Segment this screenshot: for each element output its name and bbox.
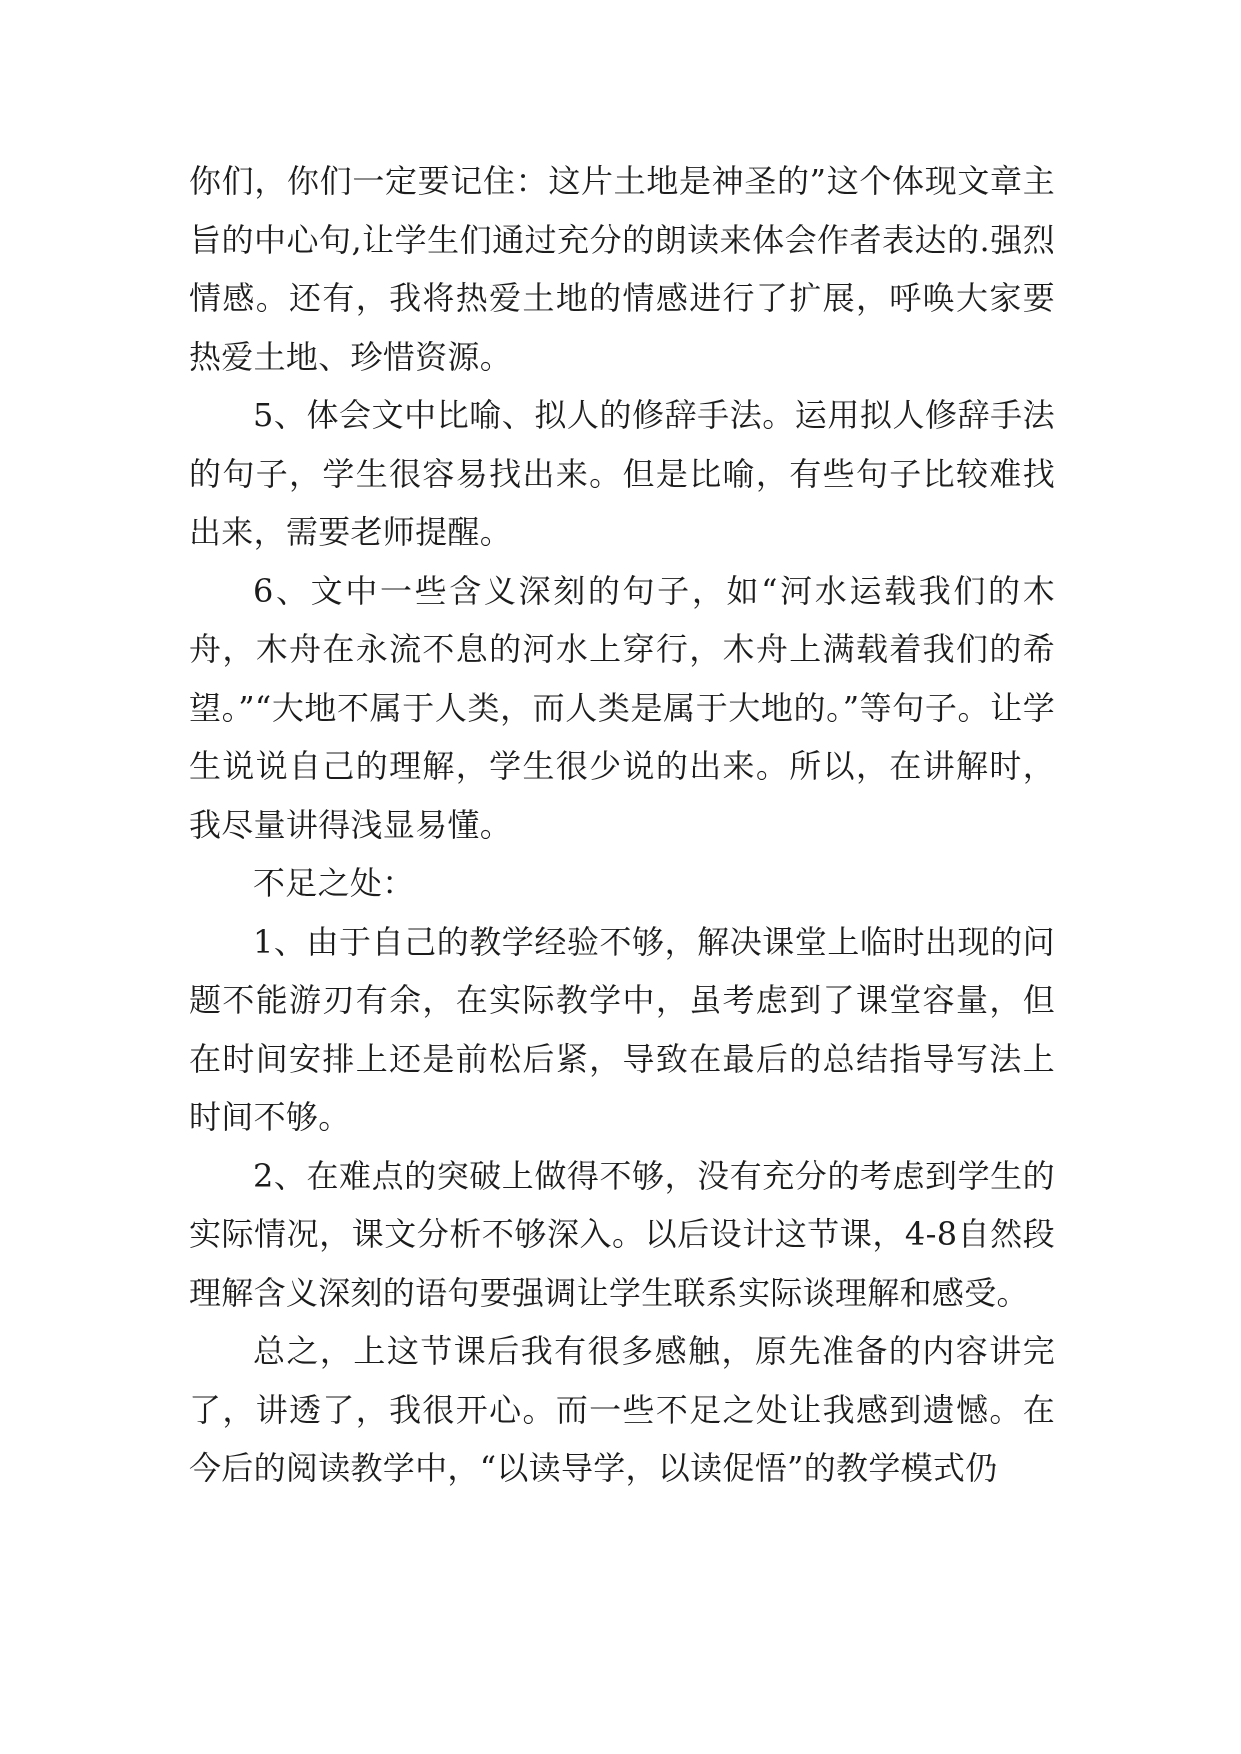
paragraph-continuation: 你们，你们一定要记住：这片土地是神圣的”这个体现文章主旨的中心句,让学生们通过充分的朗读来体会作者表达的.强烈情感。还有，我将热爱土地的情感进行了扩展，呼唤大家要热爱土地、珍惜资源。 bbox=[189, 162, 1055, 376]
paragraph-summary: 总之，上这节课后我有很多感触，原先准备的内容讲完了，讲透了，我很开心。而一些不足之处让我感到遗憾。在今后的阅读教学中，“以读导学，以读促悟”的教学模式仍 bbox=[189, 1332, 1055, 1487]
paragraph-point-5: 5、体会文中比喻、拟人的修辞手法。运用拟人修辞手法的句子，学生很容易找出来。但是比喻，有些句子比较难找出来，需要老师提醒。 bbox=[189, 396, 1055, 551]
paragraph-shortcoming-2: 2、在难点的突破上做得不够，没有充分的考虑到学生的实际情况，课文分析不够深入。以后设计这节课，4-8自然段理解含义深刻的语句要强调让学生联系实际谈理解和感受。 bbox=[189, 1156, 1055, 1312]
document-body bbox=[189, 152, 1055, 1498]
paragraph-shortcoming-1: 1、由于自己的教学经验不够，解决课堂上临时出现的问题不能游刃有余，在实际教学中，虽考虑到了课堂容量，但在时间安排上还是前松后紧，导致在最后的总结指导写法上时间不够。 bbox=[189, 922, 1055, 1136]
paragraph-shortcomings-heading: 不足之处： bbox=[253, 864, 415, 902]
paragraph-point-6: 6、文中一些含义深刻的句子，如“河水运载我们的木舟，木舟在永流不息的河水上穿行，木舟上满载着我们的希望。”“大地不属于人类，而人类是属于大地的。”等句子。让学生说说自己的理解，学生很少说的出来。所以，在讲解时，我尽量讲得浅显易懂。 bbox=[189, 571, 1055, 844]
